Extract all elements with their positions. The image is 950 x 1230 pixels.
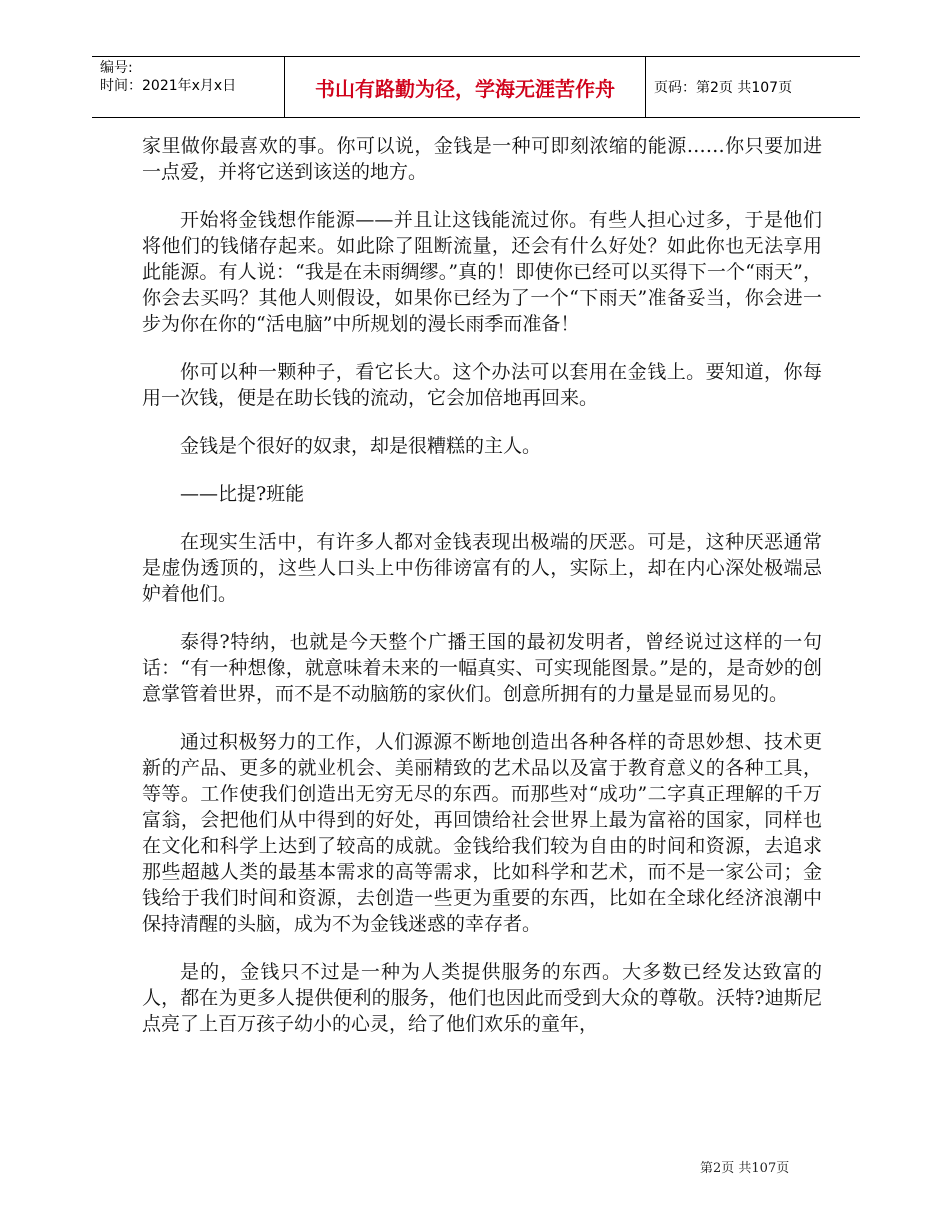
header-meta <box>100 59 280 95</box>
header-page-info: 页码：第2页 共107页 <box>654 80 793 96</box>
paragraph-continued: 家里做你最喜欢的事。你可以说，金钱是一种可即刻浓缩的能源……你只要加进一点爱，并将它送到该送的地方。 <box>142 135 822 183</box>
header-divider-right <box>645 57 646 117</box>
footer-page-number: 第2页 共107页 <box>700 1161 790 1176</box>
paragraph: 在现实生活中，有许多人都对金钱表现出极端的厌恶。可是，这种厌恶通常是虚伪透顶的，这些人口头上中伤徘谤富有的人，实际上，却在内心深处极端忌妒着他们。 <box>142 531 822 605</box>
paragraph: 是的，金钱只不过是一种为人类提供服务的东西。大多数已经发达致富的人，都在为更多人提供便利的服务，他们也因此而受到大众的尊敬。沃特?迪斯尼点亮了上百万孩子幼小的心灵，给了他们欢乐的童年， <box>142 961 822 1035</box>
header-motto: 书山有路勤为径，学海无涯苦作舟 <box>315 76 615 101</box>
paragraph: 你可以种一颗种子，看它长大。这个办法可以套用在金钱上。要知道，你每用一次钱，便是在助长钱的流动，它会加倍地再回来。 <box>142 361 822 409</box>
paragraph: 开始将金钱想作能源——并且让这钱能流过你。有些人担心过多，于是他们将他们的钱储存起来。如此除了阻断流量，还会有什么好处？如此你也无法享用此能源。有人说：“我是在未雨绸缪。”真的！即使你已经可以买得下一个“雨天”，你会去买吗？其他人则假设，如果你已经为了一个“下雨天”准备妥当，你会进一步为你在你的“活电脑”中所规划的漫长雨季而准备！ <box>142 209 822 335</box>
paragraph: 泰得?特纳，也就是今天整个广播王国的最初发明者，曾经说过这样的一句话：“有一种想像，就意味着未来的一幅真实、可实现能图景。”是的，是奇妙的创意掌管着世界，而不是不动脑筋的家伙们。创意所拥有的力量是显而易见的。 <box>142 631 822 705</box>
document-body <box>142 133 822 1059</box>
code-label: 编号: <box>100 60 133 76</box>
paragraph: 通过积极努力的工作，人们源源不断地创造出各种各样的奇思妙想、技术更新的产品、更多的就业机会、美丽精致的艺术品以及富于教育意义的各种工具，等等。工作使我们创造出无穷无尽的东西。而那些对“成功”二字真正理解的千万富翁，会把他们从中得到的好处，再回馈给社会世界上最为富裕的国家，同样也在文化和科学上达到了较高的成就。金钱给我们较为自由的时间和资源，去追求那些超越人类的最基本需求的高等需求，比如科学和艺术，而不是一家公司；金钱给于我们时间和资源，去创造一些更为重要的东西，比如在全球化经济浪潮中保持清醒的头脑，成为不为金钱迷惑的幸存者。 <box>142 731 822 935</box>
time-label: 时间：2021年x月x日 <box>100 78 237 94</box>
header-table <box>92 56 860 118</box>
quote: 金钱是个很好的奴隶，却是很糟糕的主人。 <box>180 435 542 457</box>
quote-attribution: ——比提?班能 <box>180 483 305 505</box>
